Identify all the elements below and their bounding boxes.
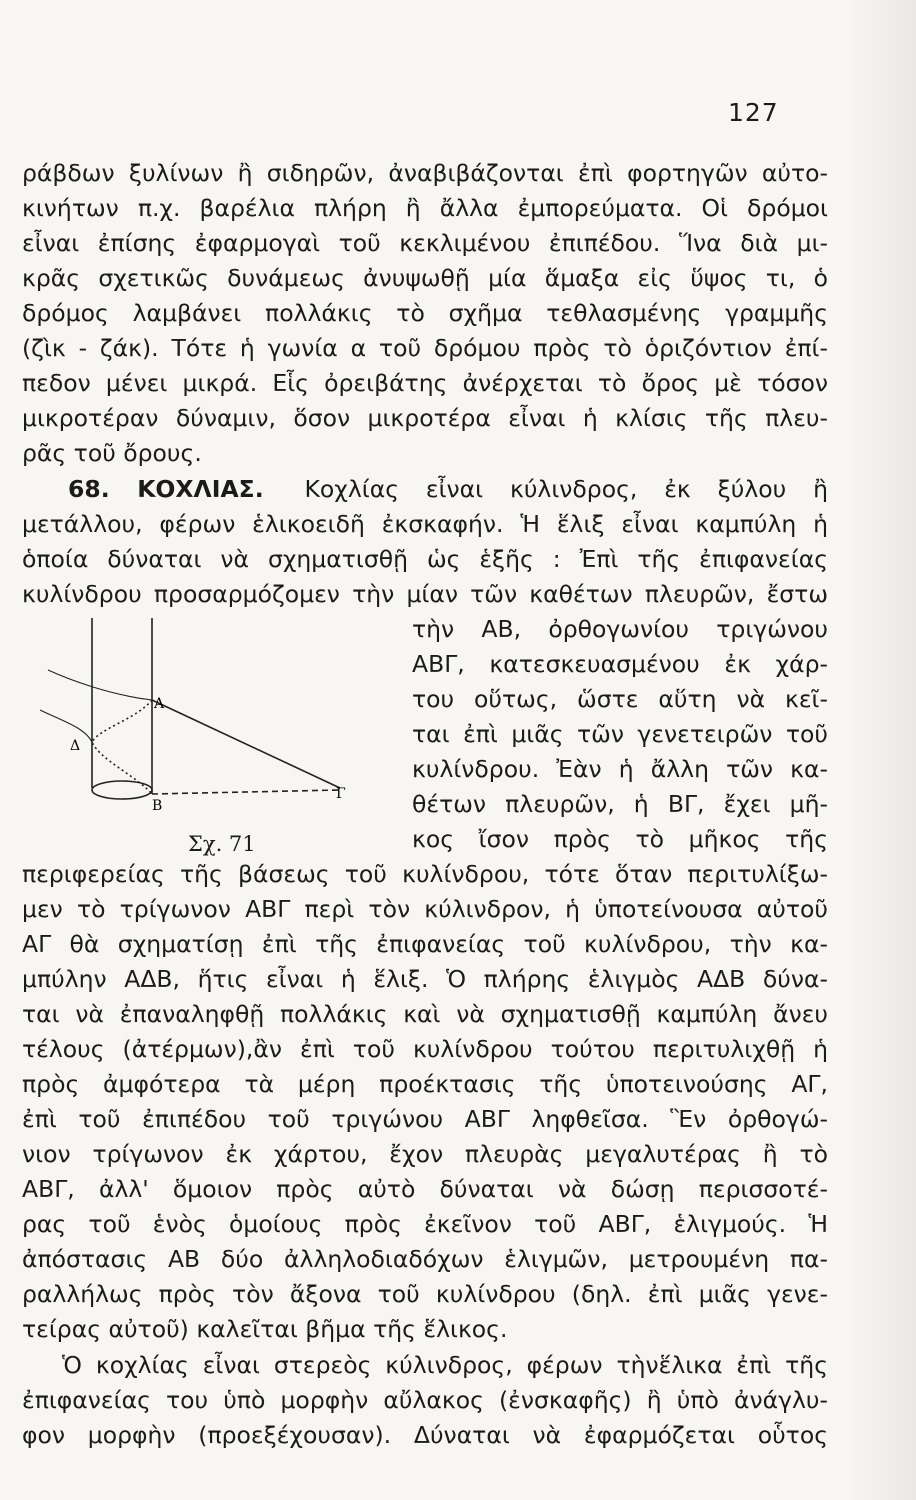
label-g: Γ	[336, 786, 346, 802]
text-line: ται νὰ ἐπαναληφθῇ πολλάκις καὶ νὰ σχηματισθῇ καμπύλη ἄνευ	[22, 1000, 828, 1028]
text-line: ἐπιφανείας του ὑπὸ μορφὴν αὔλακος (ἐνσκαφῆς) ἢ ὑπὸ ἀνάγλυ-	[22, 1386, 828, 1414]
helix-curve	[92, 700, 152, 794]
text-line: μεν τὸ τρίγωνον ΑΒΓ περὶ τὸν κύλινδρον, ἡ ὑποτείνουσα αὐτοῦ	[22, 895, 828, 923]
text-line: (ζὶκ - ζάκ). Τότε ἡ γωνία α τοῦ δρόμου πρὸς τὸ ὁριζόντιον ἐπί-	[22, 334, 828, 362]
text-line: νιον τρίγωνον ἐκ χάρτου, ἔχον πλευρὰς μεγαλυτέρας ἢ τὸ	[22, 1140, 828, 1168]
text-line: ραλλήλως πρὸς τὸν ἄξονα τοῦ κυλίνδρου (δηλ. ἐπὶ μιᾶς γενε-	[22, 1280, 828, 1308]
text-line: ρας τοῦ ἑνὸς ὁμοίους πρὸς ἐκεῖνον τοῦ ΑΒΓ, ἑλιγμούς. Ἡ	[22, 1210, 828, 1238]
hypotenuse-line	[152, 700, 340, 788]
text-line: ΑΒΓ, ἀλλ' ὅμοιον πρὸς αὐτὸ δύναται νὰ δώσῃ περισσοτέ-	[22, 1175, 828, 1203]
text-line: ΑΒΓ, κατεσκευασμένου ἐκ χάρ-	[412, 650, 828, 678]
extension-curve-lower	[40, 710, 92, 742]
text-line: κρᾶς σχετικῶς δυνάμεως ἀνυψωθῇ μία ἅμαξα εἰς ὕψος τι, ὁ	[22, 264, 828, 292]
label-a: Α	[154, 696, 165, 712]
text-line: κυλίνδρου. Ἐὰν ἡ ἄλλη τῶν κα-	[412, 755, 828, 783]
text-line: φον μορφὴν (προεξέχουσαν). Δύναται νὰ ἐφαρμόζεται οὗτος	[22, 1421, 828, 1449]
text-line: ρᾶς τοῦ ὄρους.	[22, 439, 202, 467]
text-line: πρὸς ἀμφότερα τὰ μέρη προέκτασις τῆς ὑποτεινούσης ΑΓ,	[22, 1070, 828, 1098]
text-line: θέτων πλευρῶν, ἡ ΒΓ, ἔχει μῆ-	[412, 790, 828, 818]
base-line	[152, 790, 340, 794]
figure-caption: Σχ. 71	[188, 832, 256, 856]
text-line: δρόμος λαμβάνει πολλάκις τὸ σχῆμα τεθλασμένης γραμμῆς	[22, 299, 828, 327]
text-line: Ὁ κοχλίας εἶναι στερεὸς κύλινδρος, φέρων τὴνἕλικα ἐπὶ τῆς	[62, 1351, 828, 1379]
text-line: εἶναι ἐπίσης ἐφαρμογαὶ τοῦ κεκλιμένου ἐπιπέδου. Ἵνα διὰ μι-	[22, 229, 828, 257]
text-line: μικροτέραν δύναμιν, ὅσον μικροτέρα εἶναι ἡ κλίσις τῆς πλευ-	[22, 404, 828, 432]
helix-figure	[40, 610, 370, 860]
text-line: περιφερείας τῆς βάσεως τοῦ κυλίνδρου, τότε ὅταν περιτυλίξω-	[22, 860, 828, 888]
section-heading-text: Κοχλίας εἶναι κύλινδρος, ἐκ ξύλου ἢ	[304, 475, 828, 503]
text-line: πεδον μένει μικρά. Εἷς ὀρειβάτης ἀνέρχεται τὸ ὄρος μὲ τόσον	[22, 369, 828, 397]
scan-shadow	[846, 0, 916, 1500]
text-line: κος ἴσον πρὸς τὸ μῆκος τῆς	[412, 825, 828, 853]
text-line: μετάλλου, φέρων ἑλικοειδῆ ἐκσκαφήν. Ἡ ἕλιξ εἶναι καμπύλη ἡ	[22, 510, 828, 538]
cylinder-base	[92, 781, 152, 799]
text-line: τείρας αὐτοῦ) καλεῖται βῆμα τῆς ἕλικος.	[22, 1315, 508, 1343]
text-line: ται ἐπὶ μιᾶς τῶν γενετειρῶν τοῦ	[412, 720, 828, 748]
text-line: τὴν ΑΒ, ὀρθογωνίου τριγώνου	[412, 615, 828, 643]
page-number: 127	[728, 98, 779, 127]
section-heading: 68. ΚΟΧΛΙΑΣ.	[68, 475, 264, 503]
text-line: κινήτων π.χ. βαρέλια πλήρη ἢ ἄλλα ἐμπορεύματα. Οἱ δρόμοι	[22, 194, 828, 222]
text-line: ἐπὶ τοῦ ἐπιπέδου τοῦ τριγώνου ΑΒΓ ληφθεῖσα. Ἓν ὀρθογώ-	[22, 1105, 828, 1133]
section-first-line	[68, 474, 828, 506]
label-d: Δ	[70, 738, 81, 754]
extension-curve	[48, 670, 152, 700]
text-line: τέλους (ἀτέρμων),ἂν ἐπὶ τοῦ κυλίνδρου τούτου περιτυλιχθῇ ἡ	[22, 1035, 828, 1063]
text-line: μπύλην ΑΔΒ, ἥτις εἶναι ἡ ἕλιξ. Ὁ πλήρης ἑλιγμὸς ΑΔΒ δύνα-	[22, 965, 828, 993]
text-line: κυλίνδρου προσαρμόζομεν τὴν μίαν τῶν καθέτων πλευρῶν, ἔστω	[22, 580, 828, 608]
text-line: του οὕτως, ὥστε αὕτη νὰ κεῖ-	[412, 685, 828, 713]
text-line: ράβδων ξυλίνων ἢ σιδηρῶν, ἀναβιβάζονται ἐπὶ φορτηγῶν αὐτο-	[22, 159, 828, 187]
text-line: ὁποία δύναται νὰ σχηματισθῇ ὡς ἑξῆς : Ἐπὶ τῆς ἐπιφανείας	[22, 545, 828, 573]
text-line: ΑΓ θὰ σχηματίσῃ ἐπὶ τῆς ἐπιφανείας τοῦ κυλίνδρου, τὴν κα-	[22, 930, 828, 958]
label-b: Β	[152, 798, 163, 814]
text-line: ἀπόστασις ΑΒ δύο ἀλληλοδιαδόχων ἑλιγμῶν, μετρουμένη πα-	[22, 1245, 828, 1273]
